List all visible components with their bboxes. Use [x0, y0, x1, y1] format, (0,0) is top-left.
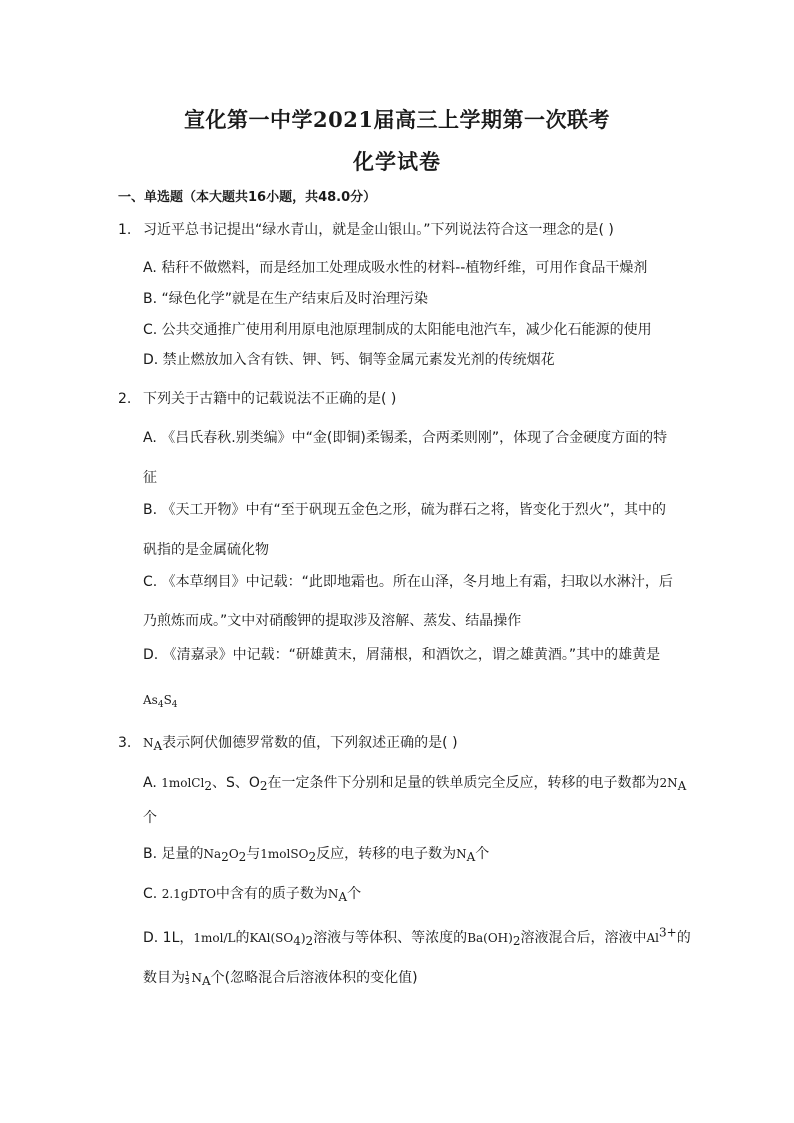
- question-2-number: 2.: [118, 391, 132, 407]
- question-3-number: 3.: [118, 735, 132, 751]
- question-2-option-a-line1: A. 《吕氏春秋.别类编》中“金(即铜)柔锡柔，合两柔则刚”，体现了合金硬度方面的特: [143, 430, 668, 446]
- question-3-option-a-line2: 个: [143, 810, 157, 826]
- question-3-option-d: D. 1L，1mol/L的$KAl(SO_4)_2$溶液与等体积、等浓度的$Ba(OH)_2$溶液混合后，溶液中$Al^{3+}$的: [143, 925, 691, 948]
- exam-subtitle: 化学试卷: [353, 149, 441, 174]
- question-3-option-b: B. 足量的$Na_2O_2$与1molSO$_2$反应，转移的电子数为$N_A$个: [143, 846, 490, 864]
- fraction-one-third: $\frac{1}{3}$: [185, 969, 190, 986]
- question-2-option-b-line2: 矾指的是金属硫化物: [143, 542, 269, 558]
- question-3-option-c: C. 2.1gDTO中含有的质子数为$N_A$个: [143, 886, 362, 904]
- question-1-stem: 习近平总书记提出“绿水青山，就是金山银山。”下列说法符合这一理念的是( ): [143, 222, 614, 238]
- question-2-option-b-line1: B. 《天工开物》中有“至于矾现五金色之形，硫为群石之将，皆变化于烈火”，其中的: [143, 502, 667, 518]
- question-1-option-c: C. 公共交通推广使用利用原电池原理制成的太阳能电池汽车，减少化石能源的使用: [143, 322, 652, 338]
- question-1-option-b: B. “绿色化学”就是在生产结束后及时治理污染: [143, 291, 429, 307]
- question-3-option-d-line2: 数目为 $\frac{1}{3}$ $N_A$个(忽略混合后溶液体积的变化值): [143, 969, 418, 988]
- section-heading: 一、单选题（本大题共16小题，共48.0分）: [118, 190, 377, 205]
- question-2-option-d-line1: D. 《清嘉录》中记载：“研雄黄末，屑蒲根，和酒饮之，谓之雄黄酒。”其中的雄黄是: [143, 647, 661, 663]
- exam-title: 宣化第一中学2021届高三上学期第一次联考: [184, 107, 610, 132]
- question-1-number: 1.: [118, 222, 132, 238]
- question-2-stem: 下列关于古籍中的记载说法不正确的是( ): [143, 391, 397, 407]
- question-3-stem: $N_A$表示阿伏伽德罗常数的值，下列叙述正确的是( ): [143, 735, 458, 753]
- question-3-option-a: A. 1molCl$_2$、S、$O_2$在一定条件下分别和足量的铁单质完全反应，转移的电子数都为$2N_A$: [143, 775, 687, 793]
- question-2-option-c-line2: 乃煎炼而成。”文中对硝酸钾的提取涉及溶解、蒸发、结晶操作: [143, 613, 522, 629]
- question-2-option-a-line2: 征: [143, 470, 157, 486]
- question-1-option-a: A. 秸秆不做燃料，而是经加工处理成吸水性的材料--植物纤维，可用作食品干燥剂: [143, 260, 648, 276]
- question-2-option-c-line1: C. 《本草纲目》中记载：“此即地霜也。所在山泽，冬月地上有霜，扫取以水淋汁，后: [143, 574, 673, 590]
- question-2-option-d-formula: $As_4S_4$: [143, 693, 178, 710]
- question-1-option-d: D. 禁止燃放加入含有铁、钾、钙、铜等金属元素发光剂的传统烟花: [143, 352, 555, 368]
